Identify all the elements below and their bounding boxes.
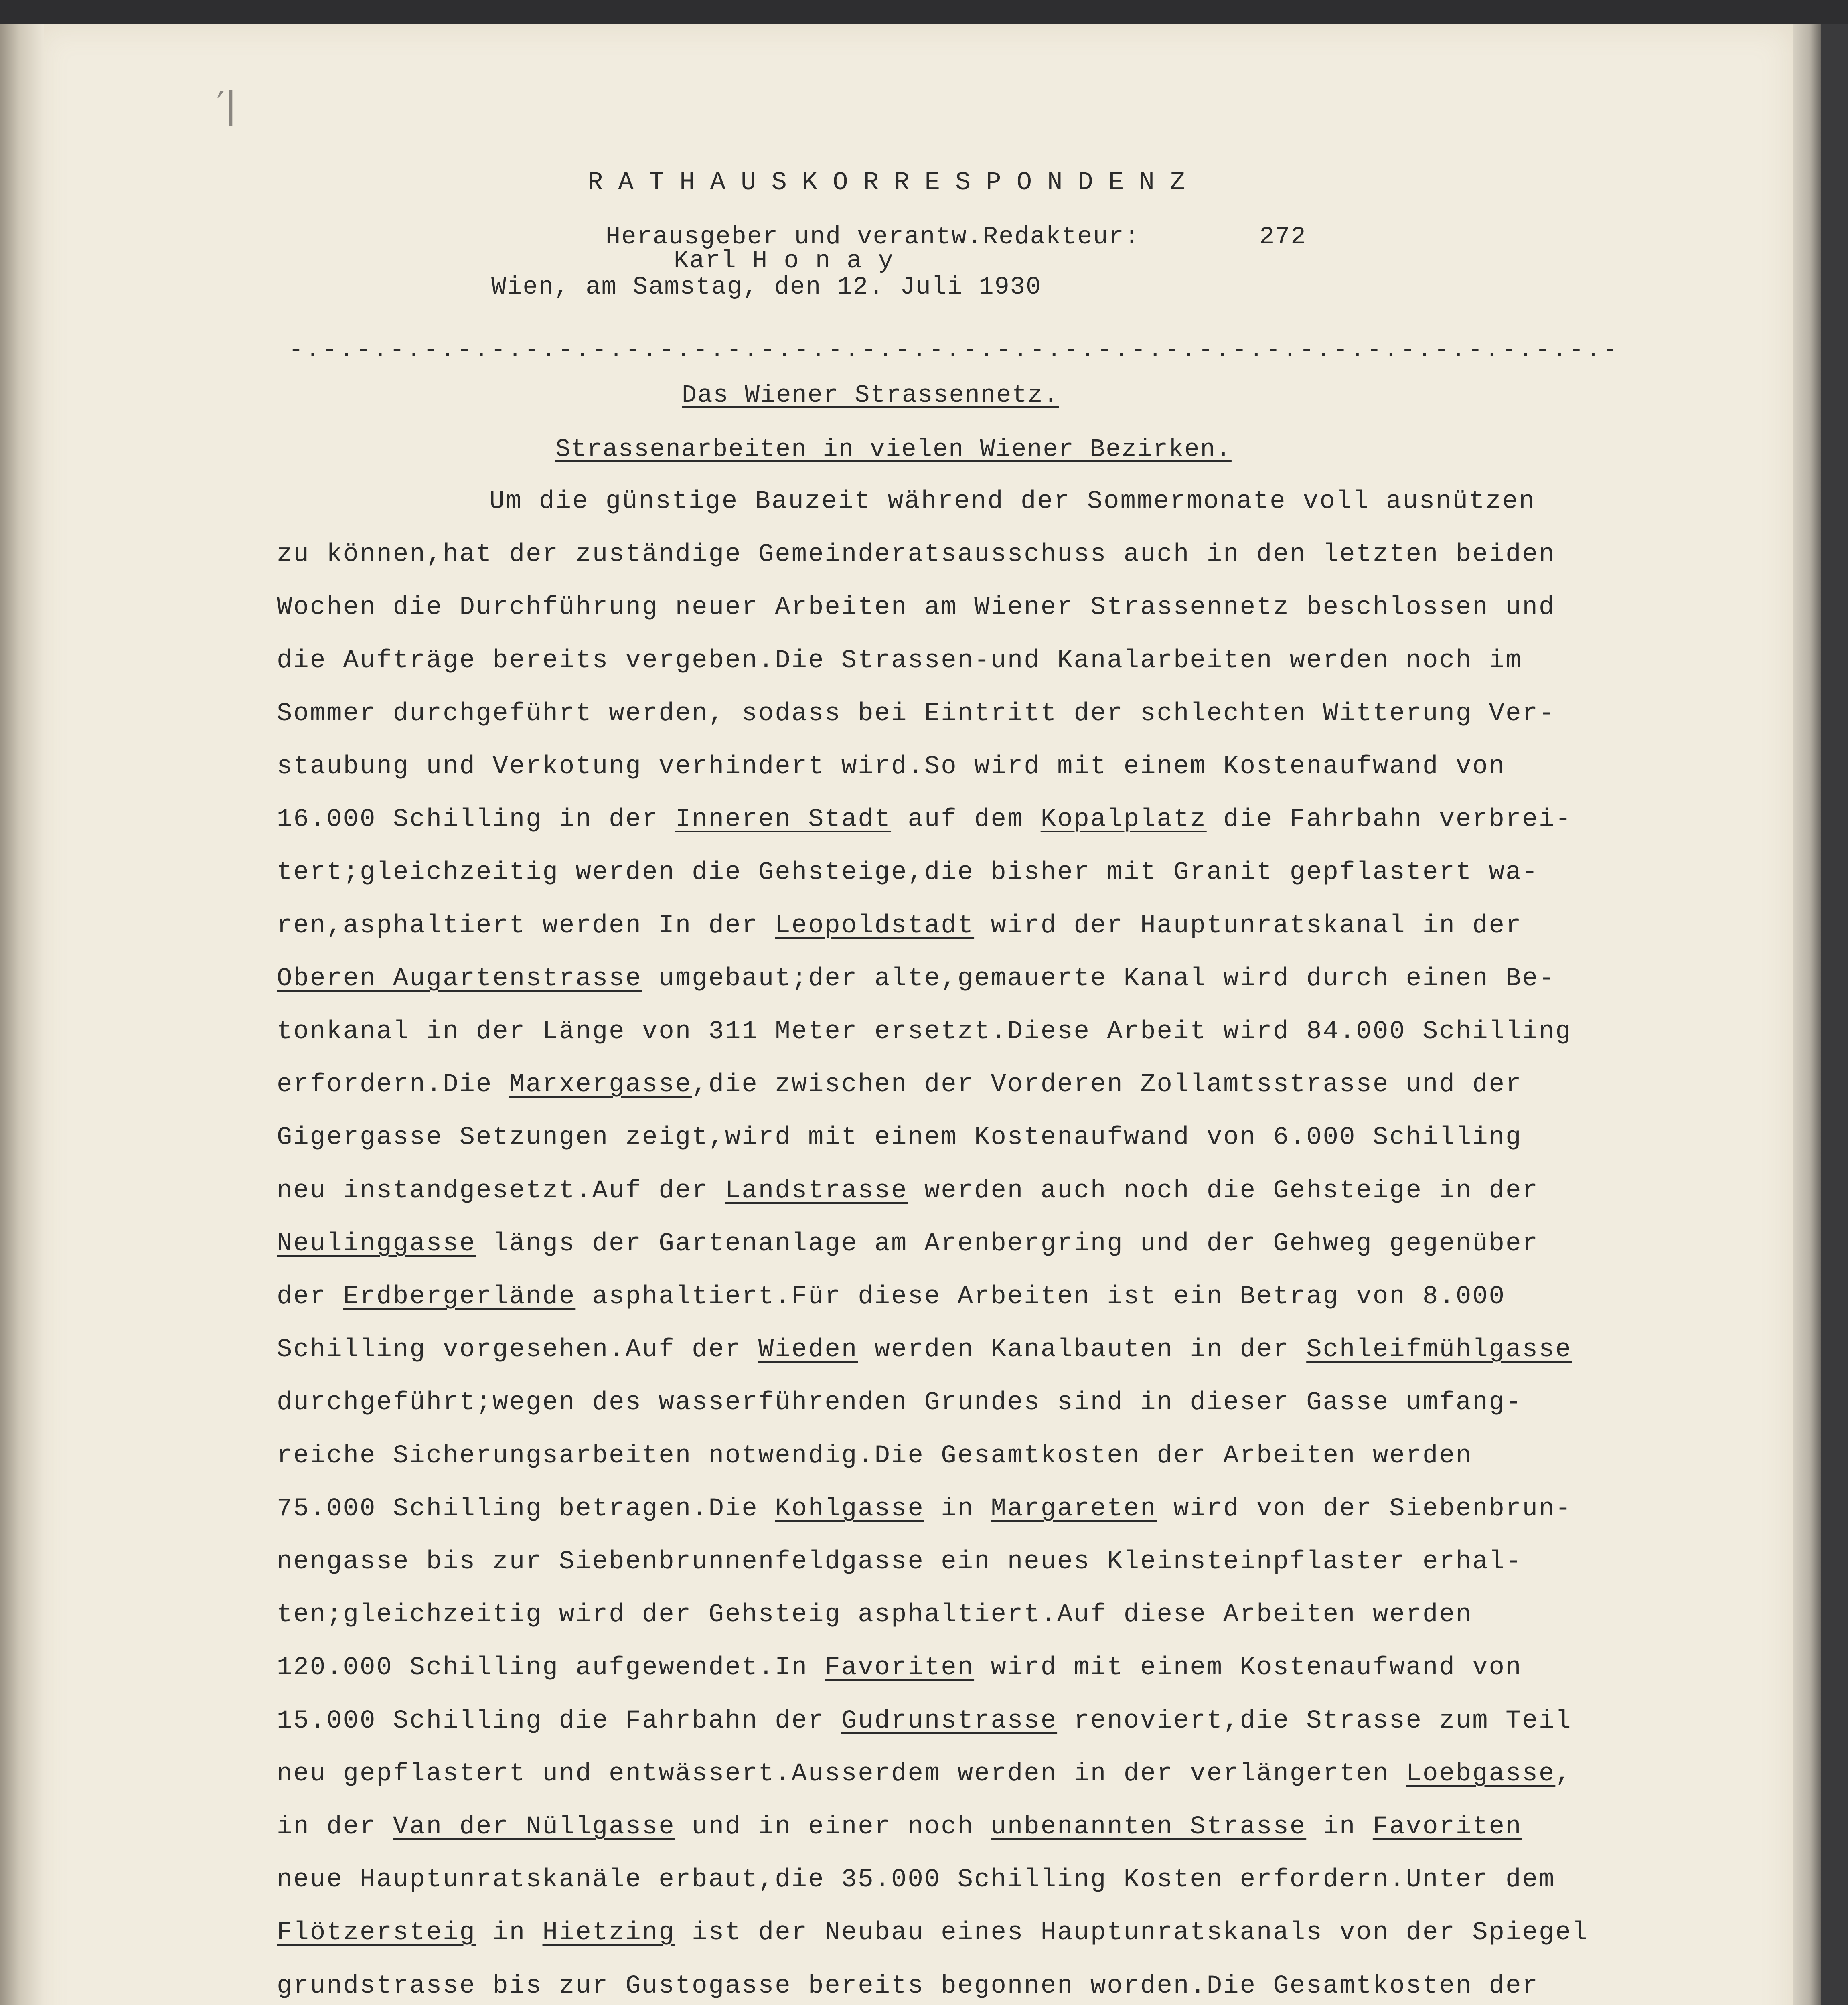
body-line [277, 1972, 1539, 2001]
underlined-place-name: Kohlgasse [775, 1494, 924, 1523]
body-text-segment: Wochen die Durchführung neuer Arbeiten am Wiener Strassennetz beschlossen und [277, 593, 1556, 622]
body-line [277, 1017, 1572, 1046]
body-line [277, 699, 1555, 728]
body-line [277, 1442, 1472, 1470]
underlined-place-name: Gudrunstrasse [841, 1706, 1058, 1736]
divider-line: -.-.-.-.-.-.-.-.-.-.-.-.-.-.-.-.-.-.-.-.-.-.-.-.-.-.-.-.-.-.-.-.-.-.-.-.-.-.-.- [289, 337, 1620, 364]
body-line [277, 1388, 1522, 1417]
body-text-segment: staubung und Verkotung verhindert wird.So wird mit einem Kostenaufwand von [277, 752, 1506, 781]
masthead: RATHAUSKORRESPONDENZ [588, 168, 1201, 197]
body-text-segment: neu instandgesetzt.Auf der [277, 1176, 725, 1205]
body-line [277, 964, 1555, 993]
body-text-segment: neu gepflastert und entwässert.Ausserdem werden in der verlängerten [277, 1759, 1406, 1788]
body-text-segment: neue Hauptunratskanäle erbaut,die 35.000 Schilling Kosten erfordern.Unter dem [277, 1865, 1556, 1895]
body-line [277, 911, 1522, 940]
body-line [277, 1918, 1589, 1947]
pencil-annotation: ′| [217, 84, 237, 126]
body-text-segment: ,die zwischen der Vorderen Zollamtsstrasse und der [692, 1070, 1522, 1100]
body-text-segment: 75.000 Schilling betragen.Die [277, 1494, 775, 1523]
underlined-place-name: Landstrasse [725, 1176, 908, 1205]
underlined-place-name: Neulinggasse [277, 1229, 476, 1258]
body-text-segment: wird mit einem Kostenaufwand von [974, 1653, 1522, 1683]
body-line [277, 858, 1539, 887]
underlined-place-name: Leopoldstadt [775, 911, 975, 940]
body-text-segment: erfordern.Die [277, 1070, 509, 1100]
body-text-segment: durchgeführt;wegen des wasserführenden Grundes sind in dieser Gasse umfang- [277, 1388, 1522, 1418]
page-number: 272 [1259, 223, 1307, 251]
body-text-segment: in [1306, 1813, 1373, 1841]
editor-line: Herausgeber und verantw.Redakteur: [606, 223, 1141, 251]
body-text-segment: 16.000 Schilling in der [277, 805, 675, 834]
body-line [277, 752, 1506, 781]
page-edge [1793, 24, 1821, 2005]
editor-name: Karl H o n a y [674, 247, 894, 275]
body-text-segment: zu können,hat der zuständige Gemeinderatsausschuss auch in den letzten beiden [277, 540, 1556, 569]
body-line [277, 1335, 1572, 1364]
body-text-segment: asphaltiert.Für diese Arbeiten ist ein Betrag von 8.000 [575, 1282, 1506, 1311]
article-title: Das Wiener Strassennetz. [682, 381, 1059, 409]
body-text-segment: wird von der Siebenbrun- [1157, 1494, 1572, 1523]
underlined-place-name: Kopalplatz [1040, 805, 1207, 834]
body-line [277, 646, 1522, 675]
underlined-place-name: Inneren Stadt [675, 805, 892, 834]
body-text-segment: grundstrasse bis zur Gustogasse bereits begonnen worden.Die Gesamtkosten der [277, 1971, 1539, 2001]
body-line [277, 1123, 1522, 1152]
body-line [277, 1547, 1522, 1576]
body-text-segment: der [277, 1282, 343, 1311]
body-text-segment: tert;gleichzeitig werden die Gehsteige,die bisher mit Granit gepflastert wa- [277, 858, 1539, 887]
body-text-segment: ren,asphaltiert werden In der [277, 911, 775, 940]
body-text-segment: nengasse bis zur Siebenbrunnenfeldgasse ein neues Kleinsteinpflaster erhal- [277, 1547, 1522, 1576]
underlined-place-name: Favoriten [1372, 1813, 1522, 1841]
body-text-segment: Gigergasse Setzungen zeigt,wird mit einem Kostenaufwand von 6.000 Schilling [277, 1123, 1522, 1152]
scanner-top-band [0, 0, 1848, 24]
underlined-place-name: Van der Nüllgasse [393, 1813, 675, 1841]
underlined-place-name: Margareten [991, 1494, 1157, 1523]
underlined-place-name: unbenannten Strasse [991, 1813, 1307, 1841]
body-line [489, 487, 1536, 516]
underlined-place-name: Hietzing [542, 1918, 675, 1948]
underlined-place-name: Schleifmühlgasse [1306, 1335, 1572, 1365]
underlined-place-name: Favoriten [825, 1653, 975, 1683]
body-text-segment: in [924, 1494, 991, 1523]
body-text-segment: Sommer durchgeführt werden, sodass bei Eintritt der schlechten Witterung Ver- [277, 699, 1556, 728]
body-text-segment: Um die günstige Bauzeit während der Sommermonate voll ausnützen [489, 487, 1536, 516]
body-text-segment: in [476, 1918, 543, 1948]
underlined-place-name: Marxergasse [509, 1070, 692, 1100]
body-line [277, 1495, 1572, 1523]
body-line [277, 1229, 1539, 1258]
body-text-segment: auf dem [891, 805, 1041, 834]
body-line [277, 540, 1555, 569]
body-text-segment: die Aufträge bereits vergeben.Die Strassen-und Kanalarbeiten werden noch im [277, 646, 1522, 675]
body-line [277, 1813, 1522, 1841]
body-text-segment: wird der Hauptunratskanal in der [974, 911, 1522, 940]
body-text-segment: ten;gleichzeitig wird der Gehsteig asphaltiert.Auf diese Arbeiten werden [277, 1600, 1473, 1630]
underlined-place-name: Flötzersteig [277, 1918, 476, 1948]
body-line [277, 1282, 1506, 1311]
body-text-segment: die Fahrbahn verbrei- [1206, 805, 1572, 834]
body-text-segment: Schilling vorgesehen.Auf der [277, 1335, 758, 1365]
body-text-segment: werden auch noch die Gehsteige in der [908, 1176, 1539, 1205]
body-line [277, 593, 1555, 622]
body-line [277, 1177, 1539, 1205]
body-line [277, 1070, 1522, 1099]
binding-shadow [0, 24, 44, 2005]
underlined-place-name: Erdbergerlände [343, 1282, 576, 1311]
body-text-segment: 15.000 Schilling die Fahrbahn der [277, 1706, 841, 1736]
body-text-segment: 120.000 Schilling aufgewendet.In [277, 1653, 825, 1683]
body-text-segment: umgebaut;der alte,gemauerte Kanal wird durch einen Be- [642, 964, 1556, 993]
body-line [277, 1865, 1555, 1894]
body-text-segment: in der [277, 1813, 393, 1841]
underlined-place-name: Wieden [758, 1335, 858, 1365]
body-line [277, 1653, 1522, 1682]
body-text-segment: , [1555, 1759, 1572, 1788]
body-line [277, 1707, 1572, 1736]
dateline: Wien, am Samstag, den 12. Juli 1930 [491, 273, 1042, 301]
body-text-segment: reiche Sicherungsarbeiten notwendig.Die Gesamtkosten der Arbeiten werden [277, 1441, 1473, 1470]
body-line [277, 805, 1572, 834]
underlined-place-name: Loebgasse [1406, 1759, 1556, 1788]
body-line [277, 1600, 1472, 1629]
underlined-place-name: Oberen Augartenstrasse [277, 964, 642, 993]
body-text-segment: werden Kanalbauten in der [858, 1335, 1307, 1365]
body-text-segment: tonkanal in der Länge von 311 Meter ersetzt.Diese Arbeit wird 84.000 Schilling [277, 1017, 1572, 1046]
body-text-segment: längs der Gartenanlage am Arenbergring und der Gehweg gegenüber [476, 1229, 1539, 1258]
article-subtitle: Strassenarbeiten in vielen Wiener Bezirken. [555, 435, 1232, 464]
body-line [277, 1760, 1572, 1788]
body-text-segment: renoviert,die Strasse zum Teil [1057, 1706, 1572, 1736]
body-text-segment: und in einer noch [675, 1813, 991, 1841]
body-text-segment: ist der Neubau eines Hauptunratskanals von der Spiegel [675, 1918, 1589, 1948]
